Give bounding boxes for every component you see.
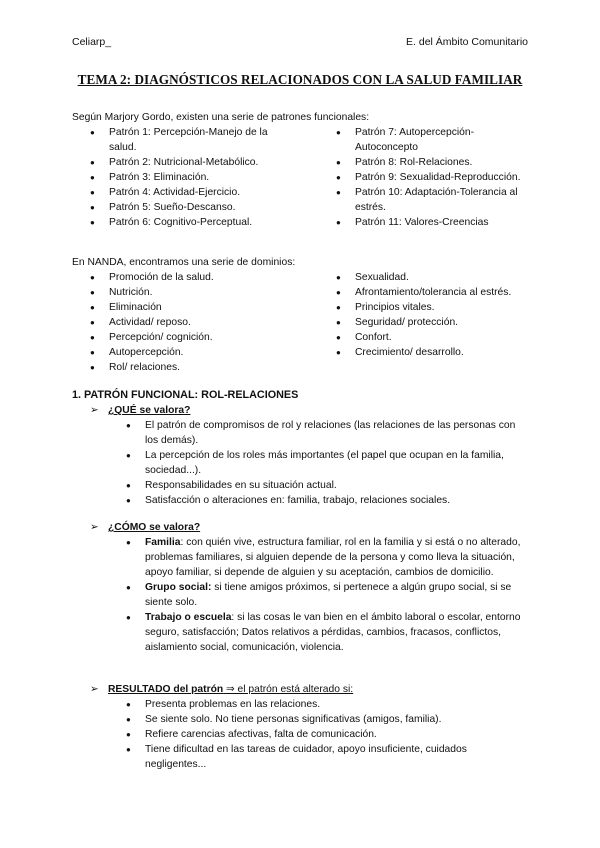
- list-item: ● La percepción de los roles más importantes (el papel que ocupan en la familia, sociedad...).: [126, 448, 526, 478]
- list-item: ● Patrón 7: Autopercepción-Autoconcepto: [336, 125, 528, 155]
- que-heading-text: ¿QUÉ se valora?: [108, 405, 191, 416]
- list-item: ● Percepción/ cognición.: [90, 330, 290, 345]
- list-item: ● Patrón 8: Rol-Relaciones.: [336, 155, 528, 170]
- section-heading: 1. PATRÓN FUNCIONAL: ROL-RELACIONES: [72, 389, 299, 401]
- arrow-bullet-icon: ➢: [90, 684, 99, 695]
- nanda-intro: En NANDA, encontramos una serie de dominios:: [72, 257, 296, 268]
- list-item: [126, 610, 526, 655]
- list-item: ● Patrón 4: Actividad-Ejercicio.: [90, 185, 285, 200]
- header-subject: E. del Ámbito Comunitario: [406, 36, 528, 48]
- item-text: si tiene amigos próximos, si pertenece a algún grupo social, si se siente solo.: [145, 582, 512, 608]
- como-list: [126, 535, 526, 655]
- list-item: ● Patrón 9: Sexualidad-Reproducción.: [336, 170, 528, 185]
- resultado-heading-rest: ⇒ el patrón está alterado si:: [223, 684, 354, 695]
- list-item: ● Eliminación: [90, 300, 290, 315]
- list-item: ● El patrón de compromisos de rol y relaciones (las relaciones de las personas con los demás).: [126, 418, 526, 448]
- list-item: ● Seguridad/ protección.: [336, 315, 536, 330]
- list-item: ● Patrón 5: Sueño-Descanso.: [90, 200, 285, 215]
- que-list: [126, 418, 526, 508]
- list-item: ● Promoción de la salud.: [90, 270, 290, 285]
- list-item: ● Patrón 11: Valores-Creencias: [336, 215, 528, 230]
- list-item: ● Satisfacción o alteraciones en: familia, trabajo, relaciones sociales.: [126, 493, 526, 508]
- arrow-bullet-icon: ➢: [90, 405, 99, 416]
- list-item: ● Afrontamiento/tolerancia al estrés.: [336, 285, 536, 300]
- arrow-bullet-icon: ➢: [90, 522, 99, 533]
- document-title: TEMA 2: DIAGNÓSTICOS RELACIONADOS CON LA SALUD FAMILIAR: [77, 72, 523, 87]
- list-item: ● Patrón 3: Eliminación.: [90, 170, 285, 185]
- list-item: ● Nutrición.: [90, 285, 290, 300]
- list-item: ● Sexualidad.: [336, 270, 536, 285]
- list-item: ● Responsabilidades en su situación actual.: [126, 478, 526, 493]
- nanda-list-left: [90, 270, 290, 375]
- gordon-list-left: [90, 125, 285, 230]
- item-term: Trabajo o escuela: [145, 612, 232, 623]
- list-item: ● Principios vitales.: [336, 300, 536, 315]
- list-item: [126, 535, 526, 580]
- list-item: ● Crecimiento/ desarrollo.: [336, 345, 536, 360]
- list-item: ● Rol/ relaciones.: [90, 360, 290, 375]
- list-item: ● Tiene dificultad en las tareas de cuidador, apoyo insuficiente, cuidados negligentes...: [126, 742, 526, 772]
- header-author: Celiarp_: [72, 36, 112, 48]
- item-term: Familia: [145, 537, 181, 548]
- list-item: ● Patrón 6: Cognitivo-Perceptual.: [90, 215, 285, 230]
- resultado-heading-text: RESULTADO del patrón: [108, 684, 224, 695]
- list-item: ● Presenta problemas en las relaciones.: [126, 697, 526, 712]
- item-text: : si las cosas le van bien en el ámbito laboral o escolar, entorno seguro, satisfacción; Datos relativos a pérdidas, cambios, fracasos, conflictos, aislamiento social, comunicación, violencia.: [145, 612, 521, 653]
- resultado-list: [126, 697, 526, 772]
- como-heading-text: ¿CÓMO se valora?: [108, 522, 201, 533]
- item-text: : con quién vive, estructura familiar, rol en la familia y si está o no alterado, problemas familiares, si alguien depende de la persona y como lleva la situación, apoyo familiar, si depende de alguien y su aceptación, cambios de domicilio.: [145, 537, 521, 578]
- page-header: [72, 35, 528, 50]
- list-item: ● Patrón 1: Percepción-Manejo de la salud.: [90, 125, 285, 155]
- list-item: [126, 580, 526, 610]
- list-item: ● Confort.: [336, 330, 536, 345]
- list-item: ● Patrón 10: Adaptación-Tolerancia al estrés.: [336, 185, 528, 215]
- gordon-intro: Según Marjory Gordo, existen una serie de patrones funcionales:: [72, 112, 370, 123]
- list-item: ● Refiere carencias afectivas, falta de comunicación.: [126, 727, 526, 742]
- list-item: ● Patrón 2: Nutricional-Metabólico.: [90, 155, 285, 170]
- list-item: ● Actividad/ reposo.: [90, 315, 290, 330]
- nanda-list-right: [336, 270, 536, 360]
- gordon-list-right: [336, 125, 528, 230]
- list-item: ● Se siente solo. No tiene personas significativas (amigos, familia).: [126, 712, 526, 727]
- item-term: Grupo social:: [145, 582, 212, 593]
- list-item: ● Autopercepción.: [90, 345, 290, 360]
